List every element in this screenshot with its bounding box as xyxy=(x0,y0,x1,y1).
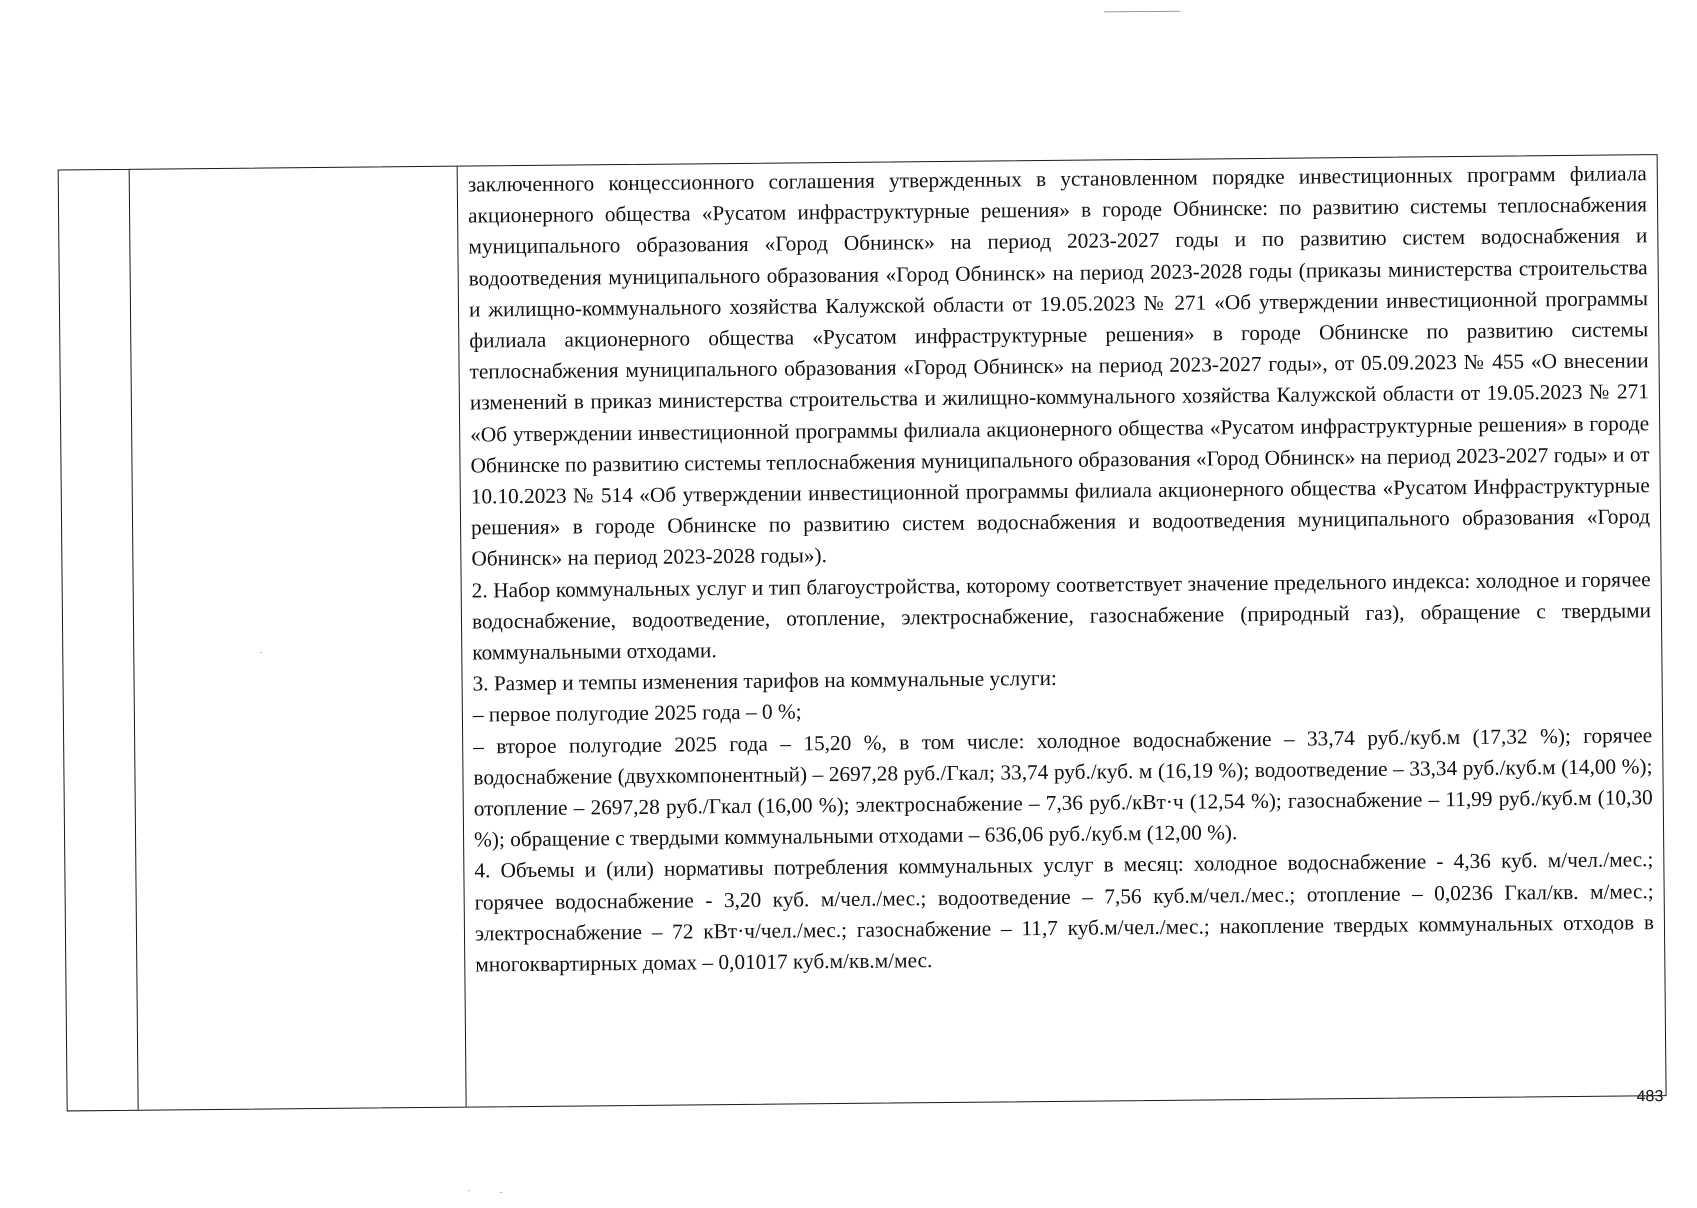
paragraph-first-half: – первое полугодие 2025 года – 0 %; xyxy=(472,699,802,727)
scan-speck xyxy=(500,1192,502,1193)
paragraph-second-half: – второе полугодие 2025 года – 15,20 %, в том числе: холодное водоснабжение – 33,74 руб./куб.м (17,32 %); горячее водоснабжение (двухкомпонентный) – 2697,28 руб./Гкал; 33,74 руб./куб. м (16,19 %); водоотведение – 33,34 руб./куб.м (14,00 %); отопление – 2697,28 руб./Гкал (16,00 %); электроснабжение – 7,36 руб./кВт·ч (12,54 %); газоснабжение – 11,99 руб./куб.м (10,30 %); обращение с твердыми коммунальными отходами – 636,06 руб./куб.м (12,00 %). xyxy=(473,722,1653,852)
paragraph-consumption: 4. Объемы и (или) нормативы потребления коммунальных услуг в месяц: холодное водоснабжение - 4,36 куб. м/чел./мес.; горячее водоснабжение - 3,20 куб. м/чел./мес.; водоотведение – 7,56 куб.м/чел./мес.; отопление – 0,0236 Гкал/кв. м/мес.; электроснабжение – 72 кВт·ч/чел./мес.; газоснабжение – 11,7 куб.м/чел./мес.; накопление твердых коммунальных отходов в многоквартирных домах – 0,01017 куб.м/кв.м/мес. xyxy=(474,847,1655,977)
paragraph-services-set: 2. Набор коммунальных услуг и тип благоустройства, которому соответствует значение предельного индекса: холодное и горячее водоснабжение, водоотведение, отопление, электроснабжение, газоснабжение (природный газ), обращение с твердыми коммунальными отходами. xyxy=(471,566,1652,665)
paragraph-concession: заключенного концессионного соглашения утвержденных в установленном порядке инвестиционных программ филиала акционерного общества «Русатом инфраструктурные решения» в городе Обнинске: по развитию системы теплоснабжения муниципального образования «Город Обнинск» на период 2023-2027 годы и по развитию систем водоснабжения и водоотведения муниципального образования «Город Обнинск» на период 2023-2028 годы (приказы министерства строительства и жилищно-коммунального хозяйства Калужской области от 19.05.2023 № 271 «Об утверждении инвестиционной программы филиала акционерного общества «Русатом инфраструктурные решения» в городе Обнинске по развитию системы теплоснабжения муниципального образования «Город Обнинск» на период 2023-2027 годы», от 05.09.2023 № 455 «О внесении изменений в приказ министерства строительства и жилищно-коммунального хозяйства Калужской области от 19.05.2023 № 271 «Об утверждении инвестиционной программы филиала акционерного общества «Русатом инфраструктурные решения» в городе Обнинске по развитию системы теплоснабжения муниципального образования «Город Обнинск» на период 2023-2027 годы» и от 10.10.2023 № 514 «Об утверждении инвестиционной программы филиала акционерного общества «Русатом Инфраструктурные решения» в городе Обнинске по развитию систем водоснабжения и водоотведения муниципального образования «Город Обнинск» на период 2023-2028 годы»). xyxy=(467,161,1651,571)
scan-speck xyxy=(468,1190,470,1191)
table-cell-content xyxy=(458,155,1666,1106)
table-cell-number xyxy=(59,170,139,1111)
scan-speck xyxy=(260,652,262,653)
paragraph-tariffs-heading: 3. Размер и темпы изменения тарифов на коммунальные услуги: xyxy=(472,666,1057,696)
document-table xyxy=(58,154,1667,1111)
page-number: 483 xyxy=(1636,1088,1664,1106)
table-cell-name xyxy=(130,167,467,1110)
scan-mark xyxy=(1104,11,1180,13)
